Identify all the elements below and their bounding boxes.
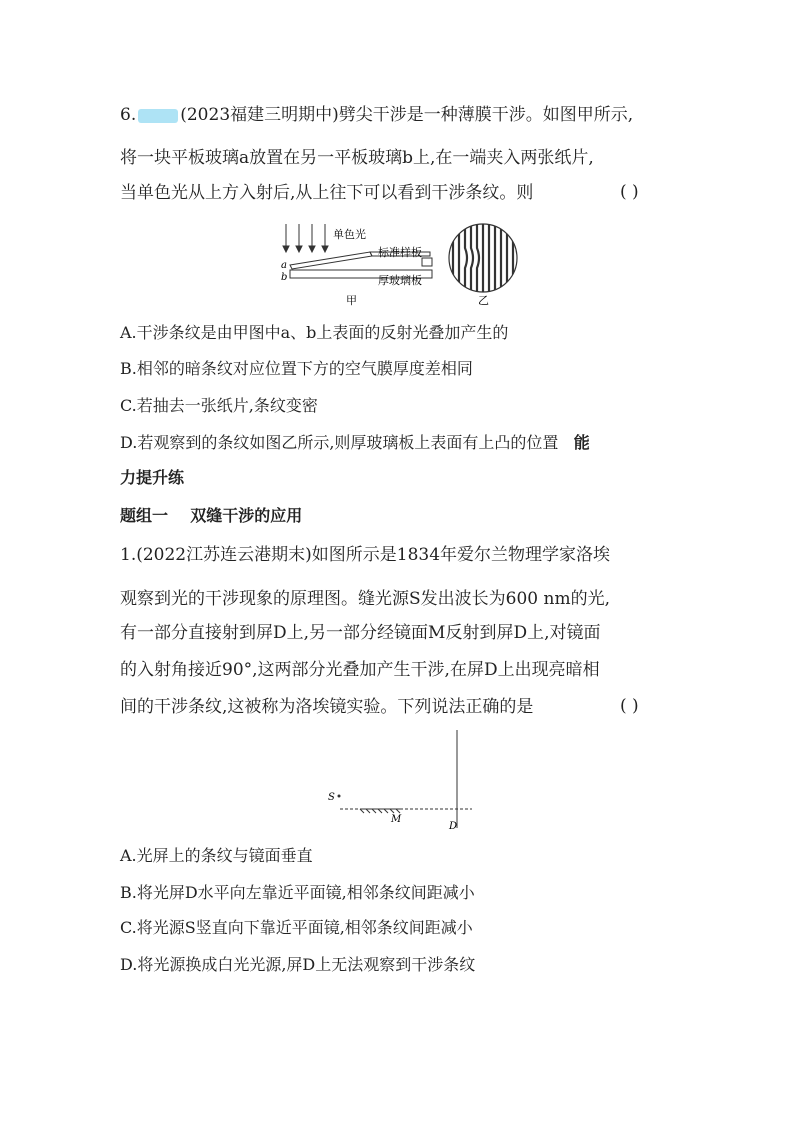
section-heading-part2: 力提升练 — [120, 468, 185, 487]
fig2-caption: 乙 — [478, 294, 489, 307]
q1-line4: 的入射角接近90°,这两部分光叠加产生干涉,在屏D上出现亮暗相 — [120, 660, 600, 680]
section-heading-part1: 能 — [573, 433, 590, 452]
q1-option-d: D.将光源换成白光光源,屏D上无法观察到干涉条纹 — [120, 955, 476, 974]
b-label: b — [281, 272, 288, 283]
q1-answer-paren: ( ) — [620, 696, 639, 716]
q1-option-c: C.将光源S竖直向下靠近平面镜,相邻条纹间距减小 — [120, 918, 473, 937]
q6-option-b: B.相邻的暗条纹对应位置下方的空气膜厚度差相同 — [120, 359, 473, 378]
mirror-m — [360, 809, 402, 813]
thick-label: 厚玻璃板 — [378, 274, 422, 287]
standard-label: 标准样板 — [378, 246, 422, 259]
q1-line1: 1.(2022江苏连云港期末)如图所示是1834年爱尔兰物理学家洛埃 — [120, 545, 611, 565]
source-tag — [138, 109, 178, 123]
q6-line2: 将一块平板玻璃a放置在另一平板玻璃b上,在一端夹入两张纸片, — [120, 148, 594, 168]
q6-line1 — [120, 104, 633, 126]
light-arrows — [283, 224, 328, 252]
source-s-dot — [338, 795, 341, 798]
q1-option-a: A.光屏上的条纹与镜面垂直 — [120, 846, 313, 865]
light-label: 单色光 — [333, 228, 366, 241]
s-label: S — [328, 792, 335, 803]
plate-a — [290, 252, 372, 269]
q6-line3: 当单色光从上方入射后,从上往下可以看到干涉条纹。则 — [120, 183, 534, 203]
q6-option-a: A.干涉条纹是由甲图中a、b上表面的反射光叠加产生的 — [120, 323, 509, 342]
paper-spacer — [422, 258, 432, 266]
interference-stripes — [453, 222, 513, 294]
q6-answer-paren: ( ) — [620, 182, 639, 202]
d-label: D — [449, 821, 458, 832]
q1-line2: 观察到光的干涉现象的原理图。缝光源S发出波长为600 nm的光, — [120, 589, 610, 609]
fig1-caption: 甲 — [346, 294, 357, 307]
q1-option-b: B.将光屏D水平向左靠近平面镜,相邻条纹间距减小 — [120, 883, 475, 902]
q1-line3: 有一部分直接射到屏D上,另一部分经镜面M反射到屏D上,对镜面 — [120, 623, 601, 643]
q6-figure — [270, 218, 530, 310]
q1-figure — [320, 730, 480, 835]
q6-option-d — [120, 432, 590, 454]
q6-number: 6. — [120, 105, 137, 125]
q6-option-c: C.若抽去一张纸片,条纹变密 — [120, 396, 318, 415]
a-label: a — [281, 260, 287, 271]
group-heading: 题组一 双缝干涉的应用 — [120, 506, 303, 525]
m-label: M — [391, 814, 402, 825]
q1-line5: 间的干涉条纹,这被称为洛埃镜实验。下列说法正确的是 — [120, 697, 534, 717]
q6-option-d-text: D.若观察到的条纹如图乙所示,则厚玻璃板上表面有上凸的位置 — [120, 433, 559, 452]
q6-stem-1: (2023福建三明期中)劈尖干涉是一种薄膜干涉。如图甲所示, — [180, 105, 634, 125]
